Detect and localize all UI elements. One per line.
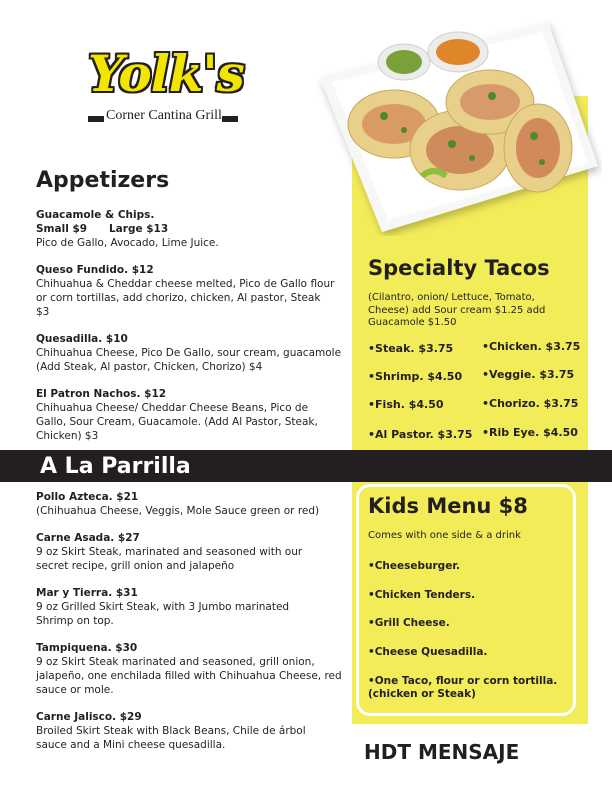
item-description: 9 oz Skirt Steak, marinated and seasoned with our secret recipe, grill onion and jalapeño	[36, 546, 303, 572]
item-name: Carne Jalisco. $29	[36, 711, 142, 723]
menu-item	[36, 263, 336, 319]
item-name: Guacamole & Chips.	[36, 209, 155, 221]
kids-item: •Cheeseburger.	[368, 560, 460, 572]
item-description: 9 oz Skirt Steak marinated and seasoned, grill onion, jalapeño, one enchilada filled with Chihuahua Cheese, red sauce or mole.	[36, 656, 342, 696]
kids-item: •One Taco, flour or corn tortilla. (chicken or Steak)	[368, 675, 558, 700]
restaurant-logo	[84, 44, 244, 130]
item-name: Queso Fundido. $12	[36, 264, 154, 276]
taco-item: •Shrimp. $4.50	[368, 370, 463, 383]
item-description: Chihuahua Cheese/ Cheddar Cheese Beans, Pico de Gallo, Sour Cream, Guacamole. (Add Al Pastor, Steak, Chicken) $3	[36, 402, 318, 442]
item-description: (Chihuahua Cheese, Veggis, Mole Sauce green or red)	[36, 505, 320, 517]
menu-item	[36, 332, 348, 374]
specialty-tacos-title: Specialty Tacos	[368, 256, 550, 280]
kids-menu-note: Comes with one side & a drink	[368, 530, 521, 541]
logo-subtitle: Corner Cantina Grill	[106, 108, 222, 123]
item-name: Mar y Tierra. $31	[36, 587, 138, 599]
tacos-note: (Cilantro, onion/ Lettuce, Tomato, Cheese) add Sour cream $1.25 add Guacamole $1.50	[368, 292, 546, 328]
tacos-plate-photo	[312, 16, 602, 236]
item-description: Chihuahua & Cheddar cheese melted, Pico de Gallo flour or corn tortillas, add chorizo, chicken, Al pastor, Steak $3	[36, 278, 335, 318]
item-description: 9 oz Grilled Skirt Steak, with 3 Jumbo marinated Shrimp on top.	[36, 601, 290, 627]
logo-bar-right	[222, 116, 238, 122]
taco-item: •Veggie. $3.75	[482, 368, 575, 381]
appetizers-title: Appetizers	[36, 168, 170, 193]
hdt-mensaje-footer: HDT MENSAJE	[364, 740, 520, 764]
menu-item	[36, 531, 331, 573]
item-name: El Patron Nachos. $12	[36, 388, 167, 400]
menu-item	[36, 710, 336, 752]
kids-menu-title: Kids Menu $8	[368, 494, 528, 518]
menu-item	[36, 490, 346, 518]
taco-item: •Al Pastor. $3.75	[368, 428, 473, 441]
kids-item: •Cheese Quesadilla.	[368, 646, 488, 658]
item-name: Tampiquena. $30	[36, 642, 138, 654]
taco-item: •Chicken. $3.75	[482, 340, 581, 353]
kids-item: •Grill Cheese.	[368, 617, 450, 629]
item-prices: Small $9 Large $13	[36, 223, 169, 235]
item-description: Pico de Gallo, Avocado, Lime Juice.	[36, 237, 219, 249]
taco-item: •Rib Eye. $4.50	[482, 426, 578, 439]
menu-item	[36, 208, 336, 250]
taco-item: •Steak. $3.75	[368, 342, 454, 355]
item-name: Pollo Azteca. $21	[36, 491, 139, 503]
logo-wordmark: Yolk's	[88, 44, 244, 103]
taco-item: •Chorizo. $3.75	[482, 397, 579, 410]
menu-item	[36, 387, 336, 443]
item-description: Broiled Skirt Steak with Black Beans, Chile de árbol sauce and a Mini cheese quesadilla.	[36, 725, 306, 751]
parrilla-title: A La Parrilla	[40, 454, 191, 479]
menu-item	[36, 641, 346, 697]
item-name: Carne Asada. $27	[36, 532, 140, 544]
kids-item: •Chicken Tenders.	[368, 589, 476, 601]
logo-bar-left	[88, 116, 104, 122]
item-description: Chihuahua Cheese, Pico De Gallo, sour cream, guacamole (Add Steak, Al pastor, Chicken, Chorizo) $4	[36, 347, 342, 373]
taco-item: •Fish. $4.50	[368, 398, 444, 411]
menu-item	[36, 586, 316, 628]
item-name: Quesadilla. $10	[36, 333, 128, 345]
